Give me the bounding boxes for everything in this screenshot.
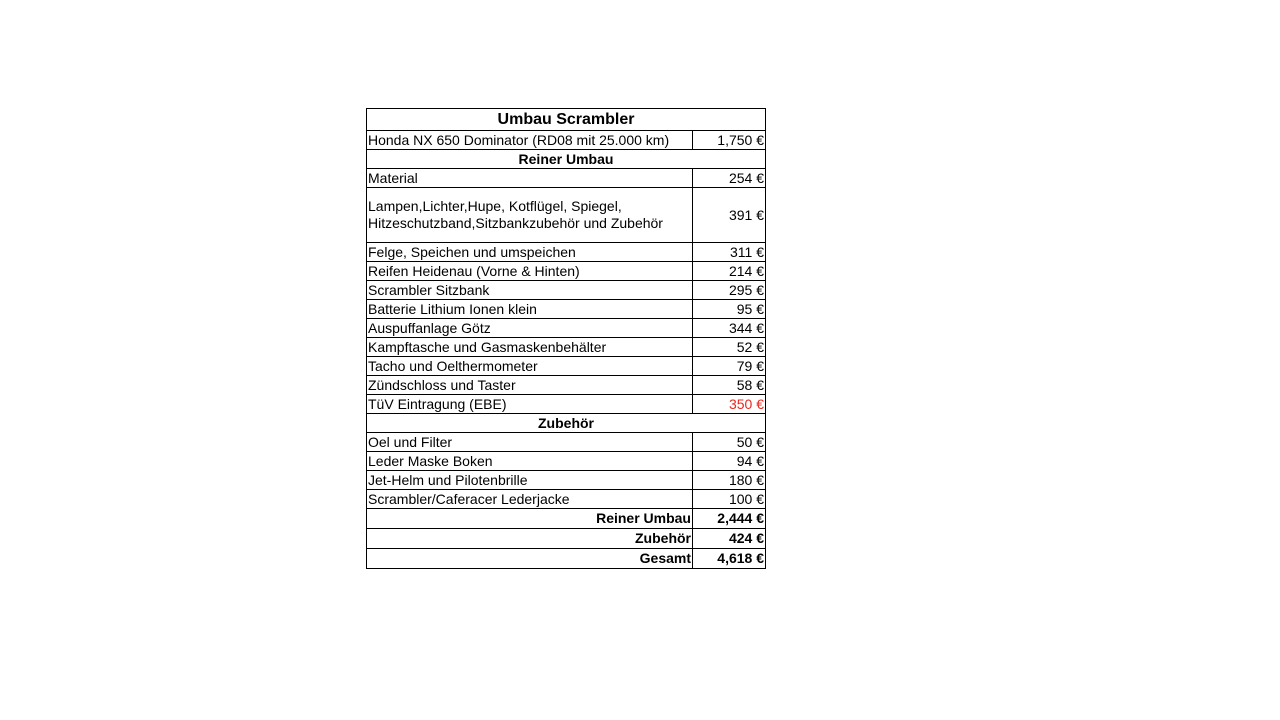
item-amount: 391 €: [693, 188, 766, 243]
total-row-umbau: [367, 509, 766, 529]
item-amount: 50 €: [693, 433, 766, 452]
item-label: Lampen,Lichter,Hupe, Kotflügel, Spiegel, Hitzeschutzband,Sitzbankzubehör und Zubehör: [367, 188, 693, 243]
item-label: Batterie Lithium Ionen klein: [367, 300, 693, 319]
table-row: [367, 433, 766, 452]
total-label: Zubehör: [367, 529, 693, 549]
item-amount: 58 €: [693, 376, 766, 395]
total-row-gesamt: [367, 549, 766, 569]
item-label: Leder Maske Boken: [367, 452, 693, 471]
table-row: [367, 471, 766, 490]
item-label: Auspuffanlage Götz: [367, 319, 693, 338]
total-label: Gesamt: [367, 549, 693, 569]
table-row: [367, 262, 766, 281]
item-amount-highlight: 350 €: [693, 395, 766, 414]
table-row: [367, 376, 766, 395]
table-row: [367, 188, 766, 243]
base-amount: 1,750 €: [693, 131, 766, 150]
table-title: Umbau Scrambler: [367, 109, 766, 131]
table-row: [367, 490, 766, 509]
item-amount: 52 €: [693, 338, 766, 357]
base-row: [367, 131, 766, 150]
item-label: Zündschloss und Taster: [367, 376, 693, 395]
table-row: [367, 243, 766, 262]
item-amount: 295 €: [693, 281, 766, 300]
item-label: Scrambler Sitzbank: [367, 281, 693, 300]
section-title-zubehoer: Zubehör: [367, 414, 766, 433]
table-row: [367, 300, 766, 319]
item-amount: 344 €: [693, 319, 766, 338]
item-amount: 79 €: [693, 357, 766, 376]
item-amount: 100 €: [693, 490, 766, 509]
item-amount: 95 €: [693, 300, 766, 319]
item-label: Scrambler/Caferacer Lederjacke: [367, 490, 693, 509]
item-amount: 94 €: [693, 452, 766, 471]
table-row: [367, 338, 766, 357]
cost-table: [366, 108, 766, 569]
item-label: Felge, Speichen und umspeichen: [367, 243, 693, 262]
table-row: [367, 319, 766, 338]
item-amount: 254 €: [693, 169, 766, 188]
item-label: Kampftasche und Gasmaskenbehälter: [367, 338, 693, 357]
total-label: Reiner Umbau: [367, 509, 693, 529]
table-row: [367, 452, 766, 471]
section-title-umbau: Reiner Umbau: [367, 150, 766, 169]
item-label: TüV Eintragung (EBE): [367, 395, 693, 414]
base-label: Honda NX 650 Dominator (RD08 mit 25.000 km): [367, 131, 693, 150]
item-amount: 311 €: [693, 243, 766, 262]
item-label: Material: [367, 169, 693, 188]
table-row: [367, 281, 766, 300]
item-label: Oel und Filter: [367, 433, 693, 452]
section-header-umbau: [367, 150, 766, 169]
table-row: [367, 395, 766, 414]
section-header-zubehoer: [367, 414, 766, 433]
item-label: Tacho und Oelthermometer: [367, 357, 693, 376]
title-row: [367, 109, 766, 131]
item-label: Jet-Helm und Pilotenbrille: [367, 471, 693, 490]
total-amount: 4,618 €: [693, 549, 766, 569]
total-amount: 2,444 €: [693, 509, 766, 529]
table-row: [367, 357, 766, 376]
total-row-zubehoer: [367, 529, 766, 549]
item-amount: 180 €: [693, 471, 766, 490]
item-label: Reifen Heidenau (Vorne & Hinten): [367, 262, 693, 281]
item-amount: 214 €: [693, 262, 766, 281]
total-amount: 424 €: [693, 529, 766, 549]
table-row: [367, 169, 766, 188]
